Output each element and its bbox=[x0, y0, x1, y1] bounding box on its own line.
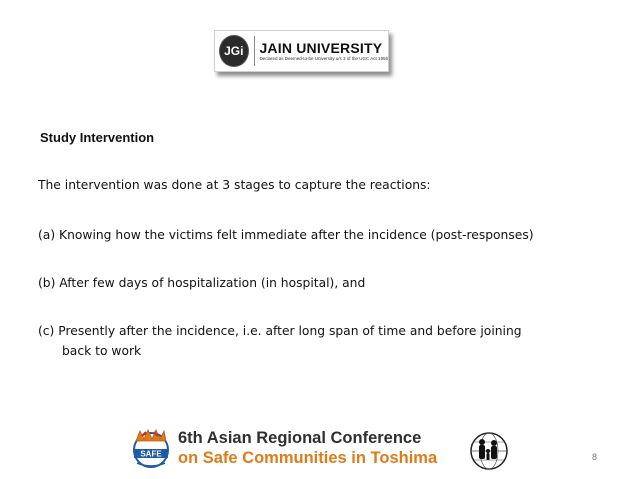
conference-title-line-2: on Safe Communities in Toshima bbox=[178, 449, 438, 467]
jain-university-logo bbox=[214, 30, 389, 72]
conference-title bbox=[178, 428, 437, 468]
page-number: 8 bbox=[592, 452, 598, 462]
safe-logo-label: SAFE bbox=[140, 449, 162, 459]
safe-communities-logo bbox=[128, 427, 174, 469]
stage-c-line-2: back to work bbox=[62, 344, 142, 358]
jgi-logo-mark bbox=[219, 35, 249, 67]
stage-c-paragraph bbox=[38, 321, 628, 361]
family-globe-icon bbox=[464, 430, 514, 472]
stage-b-paragraph: (b) After few days of hospitalization (in hospital), and bbox=[38, 276, 366, 290]
university-subtitle: Declared as Deemed-to-be University u/s 3 of the UGC Act 1956 bbox=[259, 56, 388, 61]
logo-text-block bbox=[259, 40, 388, 62]
conference-title-line-1: 6th Asian Regional Conference bbox=[178, 429, 422, 447]
stage-c-line-1: (c) Presently after the incidence, i.e. after long span of time and before joining bbox=[38, 324, 522, 338]
jgi-logo-text: JGi bbox=[224, 44, 244, 58]
slide-heading: Study Intervention bbox=[40, 130, 155, 145]
university-name: JAIN UNIVERSITY bbox=[259, 40, 383, 56]
logo-divider bbox=[254, 36, 255, 66]
stage-a-paragraph: (a) Knowing how the victims felt immediate after the incidence (post-responses) bbox=[38, 228, 534, 242]
intro-paragraph: The intervention was done at 3 stages to capture the reactions: bbox=[38, 178, 431, 192]
